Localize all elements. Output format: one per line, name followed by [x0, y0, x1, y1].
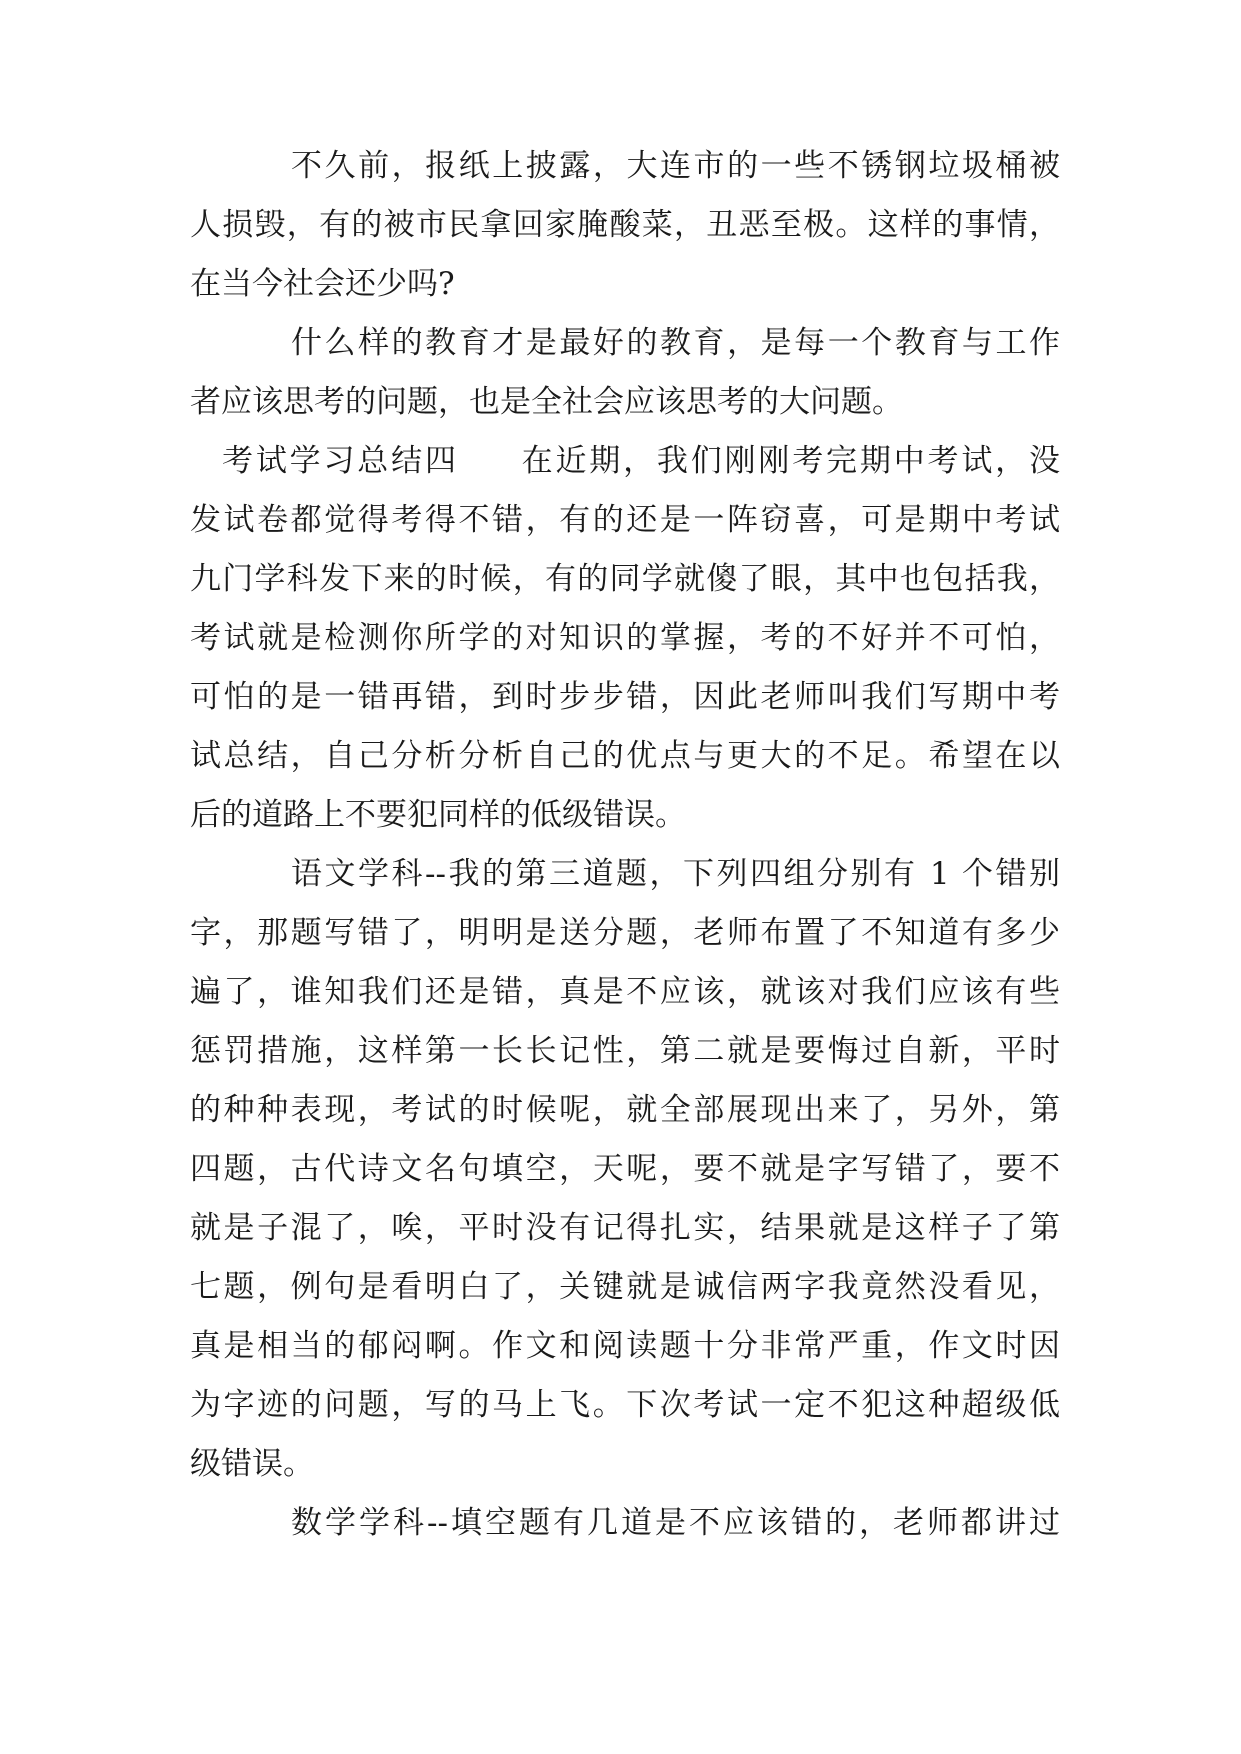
paragraph-5-line-1: 数学学科--填空题有几道是不应该错的，老师都讲过	[291, 1505, 1060, 1541]
paragraph-1-line-1: 不久前，报纸上披露，大连市的一些不锈钢垃圾桶被	[291, 148, 1060, 184]
paragraph-3-line-1	[222, 441, 1060, 481]
section-heading: 考试学习总结四	[222, 443, 459, 479]
paragraph-1-line-2: 人损毁，有的被市民拿回家腌酸菜，丑恶至极。这样的事情，	[190, 207, 1060, 243]
paragraph-3-line-2: 发试卷都觉得考得不错，有的还是一阵窃喜，可是期中考试	[190, 502, 1060, 538]
paragraph-4-line-4: 惩罚措施，这样第一长长记性，第二就是要悔过自新，平时	[190, 1033, 1060, 1069]
paragraph-2-line-2: 者应该思考的问题，也是全社会应该思考的大问题。	[190, 384, 903, 420]
paragraph-3-line-1-text: 在近期，我们刚刚考完期中考试，没	[518, 443, 1061, 479]
paragraph-1-line-3: 在当今社会还少吗?	[190, 266, 455, 302]
paragraph-3-line-7: 后的道路上不要犯同样的低级错误。	[190, 797, 686, 833]
paragraph-4-line-7: 就是子混了，唉，平时没有记得扎实，结果就是这样子了第	[190, 1210, 1060, 1246]
paragraph-4-line-11: 级错误。	[190, 1446, 314, 1482]
paragraph-3-line-6: 试总结，自己分析分析自己的优点与更大的不足。希望在以	[190, 738, 1060, 774]
paragraph-4-line-5: 的种种表现，考试的时候呢，就全部展现出来了，另外，第	[190, 1092, 1060, 1128]
paragraph-4-line-8: 七题，例句是看明白了，关键就是诚信两字我竟然没看见，	[190, 1269, 1060, 1305]
paragraph-3-line-5: 可怕的是一错再错，到时步步错，因此老师叫我们写期中考	[190, 679, 1060, 715]
paragraph-3-line-3: 九门学科发下来的时候，有的同学就傻了眼，其中也包括我，	[190, 561, 1060, 597]
paragraph-4-line-3: 遍了，谁知我们还是错，真是不应该，就该对我们应该有些	[190, 974, 1060, 1010]
paragraph-4-line-2: 字，那题写错了，明明是送分题，老师布置了不知道有多少	[190, 915, 1060, 951]
paragraph-2-line-1: 什么样的教育才是最好的教育，是每一个教育与工作	[291, 325, 1060, 361]
paragraph-4-line-9: 真是相当的郁闷啊。作文和阅读题十分非常严重，作文时因	[190, 1328, 1060, 1364]
paragraph-4-line-1: 语文学科--我的第三道题，下列四组分别有 1 个错别	[291, 856, 1060, 892]
paragraph-4-line-10: 为字迹的问题，写的马上飞。下次考试一定不犯这种超级低	[190, 1387, 1060, 1423]
paragraph-3-line-4: 考试就是检测你所学的对知识的掌握，考的不好并不可怕，	[190, 620, 1060, 656]
paragraph-4-line-6: 四题，古代诗文名句填空，天呢，要不就是字写错了，要不	[190, 1151, 1060, 1187]
